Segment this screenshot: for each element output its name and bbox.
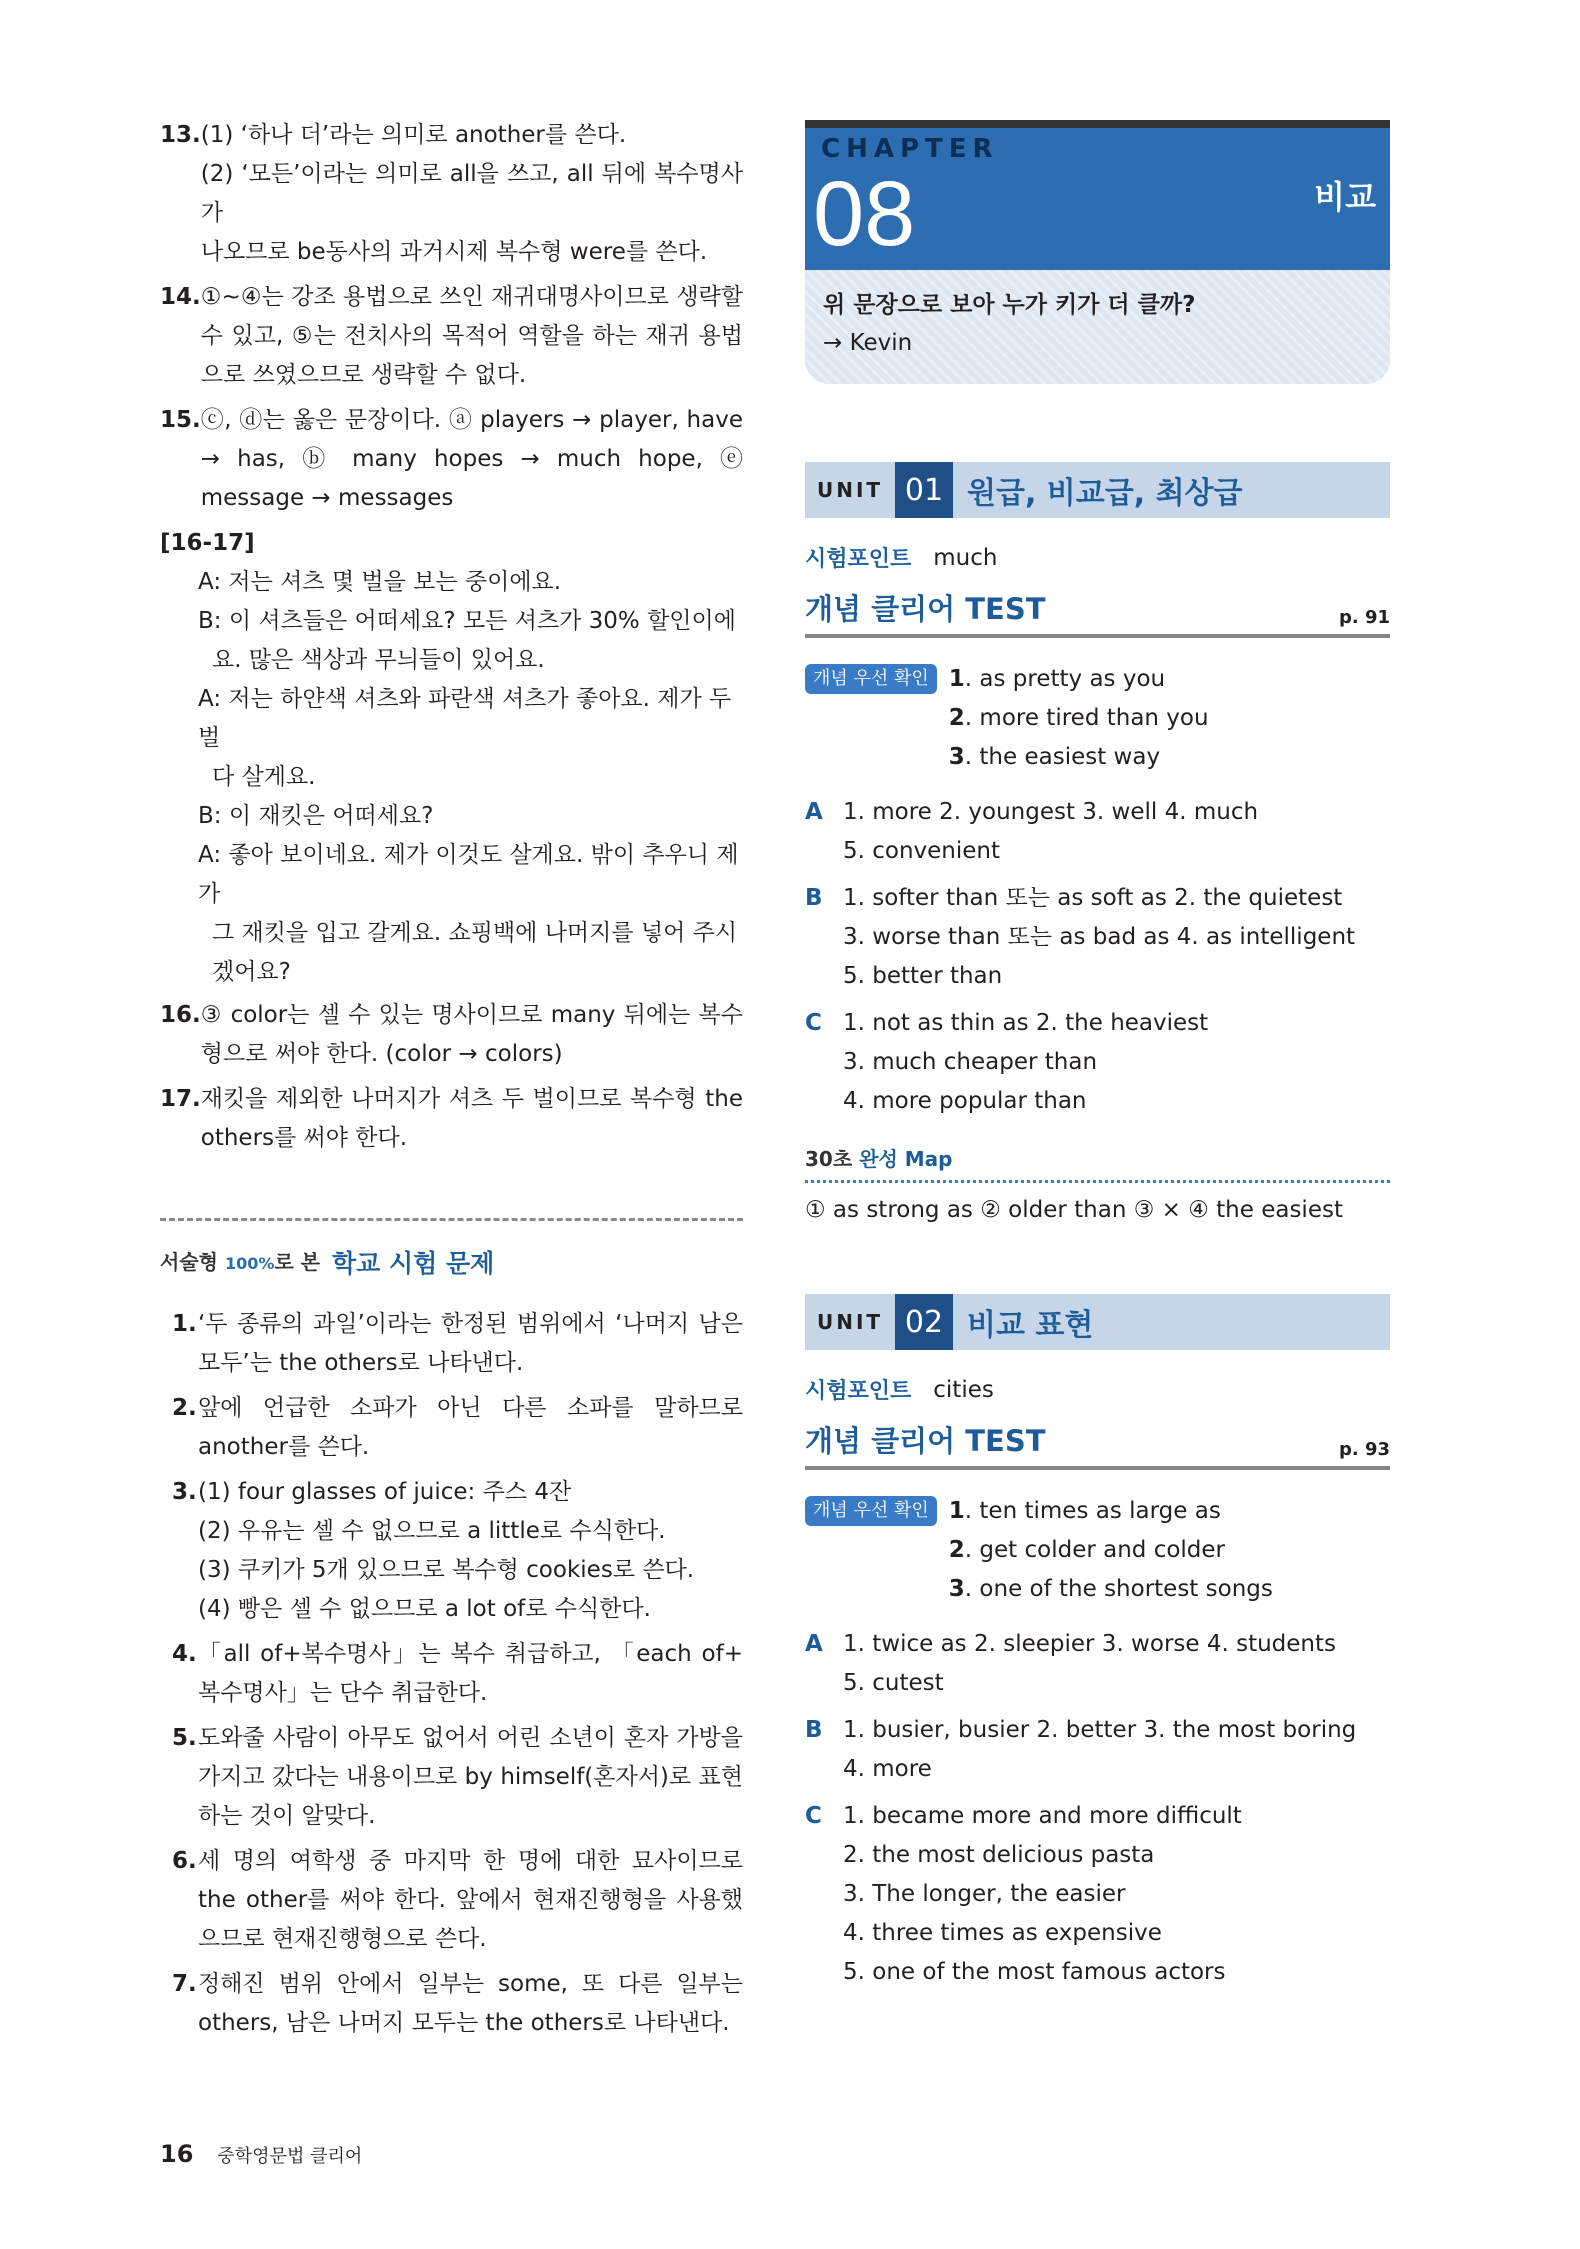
answer-group-b: B 1. softer than 또는 as soft as 2. the quietest 3. worse than 또는 as bad as 4. as intelligent 5. better than [805, 885, 1356, 989]
test-header: 개념 클리어 TEST p. 91 [805, 587, 1390, 638]
page-footer [160, 2140, 362, 2168]
map-header: 30초 완성 Map [805, 1147, 953, 1171]
answer-item: 15. ⓒ, ⓓ는 옳은 문장이다. ⓐ players → player, have → has, ⓑ many hopes → much hope, ⓔ message → messages [160, 407, 743, 511]
writing-logo: 서술형 100%로 본 [160, 1250, 320, 1274]
question-item: 6. 세 명의 여학생 중 마지막 한 명에 대한 묘사이므로 the other를 써야 한다. 앞에서 현재진행형을 사용했으므로 현재진행형으로 쓴다. [172, 1848, 743, 1952]
concept-check: 개념 우선 확인 1. as pretty as you 2. more tired than you 3. the easiest way [805, 660, 1390, 777]
dialog-translation: A: 저는 셔츠 몇 벌을 보는 중이에요. B: 이 셔츠들은 어떠세요? 모든 셔츠가 30% 할인이에 요. 많은 색상과 무늬들이 있어요. A: 저는 하얀색 셔츠와 파란색 셔츠가 좋아요. 제가 두 벌 다 살게요. B: 이 재킷은 어떠세요? A: 좋아 보이네요. 제가 이것도 살게요. 밖이 추우니 제가 그 재킷을 입고 갈게요. 쇼핑백에 나머지를 넣어 주시 겠어요? [198, 569, 739, 985]
exam-point: 시험포인트 much [805, 544, 998, 572]
unit-number: 02 [895, 1294, 953, 1350]
writing-section-title: 학교 시험 문제 [331, 1248, 495, 1278]
question-item: 5. 도와줄 사람이 아무도 없어서 어린 소년이 혼자 가방을 가지고 갔다는 내용이므로 by himself(혼자서)로 표현하는 것이 알맞다. [172, 1725, 743, 1829]
exam-point: 시험포인트 cities [805, 1376, 994, 1404]
unit-01-header: UNIT 01 원급, 비교급, 최상급 [805, 462, 1390, 518]
writing-section-header [160, 1243, 743, 1283]
right-column [805, 120, 1390, 1992]
check-badge: 개념 우선 확인 [805, 664, 937, 694]
left-column [160, 116, 743, 2049]
chapter-question: 위 문장으로 보아 누가 키가 더 클까? → Kevin [805, 270, 1390, 384]
answer-group-b: B 1. busier, busier 2. better 3. the most boring 4. more [805, 1717, 1357, 1782]
dialog-label: [16-17] [160, 530, 255, 556]
question-item: 1. ‘두 종류의 과일’이라는 한정된 범위에서 ‘나머지 남은 모두’는 the others로 나타낸다. [172, 1311, 743, 1376]
concept-check: 개념 우선 확인 1. ten times as large as 2. get colder and colder 3. one of the shortest songs [805, 1492, 1390, 1609]
unit-02-header: UNIT 02 비교 표현 [805, 1294, 1390, 1350]
answer-item: 13. (1) ‘하나 더’라는 의미로 another를 쓴다. (2) ‘모든’이라는 의미로 all을 쓰고, all 뒤에 복수명사가 나오므로 be동사의 과거시제 복수형 were를 쓴다. [160, 122, 743, 265]
question-item: 3. (1) four glasses of juice: 주스 4잔 (2) 우유는 셀 수 없으므로 a little로 수식한다. (3) 쿠키가 5개 있으므로 복수형 cookies로 쓴다. (4) 빵은 셀 수 없으므로 a lot of로 수식한다. [172, 1479, 695, 1622]
answer-item: 14. ①~④는 강조 용법으로 쓰인 재귀대명사이므로 생략할 수 있고, ⑤는 전치사의 목적어 역할을 하는 재귀 용법으로 쓰였으므로 생략할 수 없다. [160, 284, 743, 388]
unit-title: 비교 표현 [967, 1308, 1094, 1343]
answer-group-a: A 1. twice as 2. sleepier 3. worse 4. students 5. cutest [805, 1631, 1337, 1696]
question-item: 2. 앞에 언급한 소파가 아닌 다른 소파를 말하므로 another를 쓴다. [172, 1395, 743, 1460]
chapter-number: 08 [813, 163, 916, 265]
map-answers: ① as strong as ② older than ③ × ④ the easiest [805, 1180, 1390, 1230]
chapter-title: 비교 [1314, 178, 1376, 216]
answer-item: 17. 재킷을 제외한 나머지가 셔츠 두 벌이므로 복수형 the others를 써야 한다. [160, 1086, 743, 1151]
answer-group-a: A 1. more 2. youngest 3. well 4. much 5. convenient [805, 799, 1259, 864]
chapter-label: CHAPTER [821, 134, 999, 164]
answer-group-c: C 1. not as thin as 2. the heaviest 3. much cheaper than 4. more popular than [805, 1010, 1209, 1114]
answer-item: 16. ③ color는 셀 수 있는 명사이므로 many 뒤에는 복수형으로 써야 한다. (color → colors) [160, 1002, 743, 1067]
page-number: 16 [160, 2140, 194, 2168]
book-title: 중학영문법 클리어 [217, 2146, 363, 2167]
unit-number: 01 [895, 462, 953, 518]
unit-title: 원급, 비교급, 최상급 [967, 476, 1243, 511]
chapter-box [805, 120, 1390, 384]
chapter-header [805, 128, 1390, 270]
question-item: 4. 「all of+복수명사」는 복수 취급하고, 「each of+ 복수명사」는 단수 취급한다. [172, 1641, 743, 1706]
question-list [160, 1305, 743, 2043]
section-divider [160, 1218, 743, 1221]
answer-group-c: C 1. became more and more difficult 2. the most delicious pasta 3. The longer, the easier 4. three times as expensive 5. one of the most famous actors [805, 1803, 1242, 1985]
check-badge: 개념 우선 확인 [805, 1496, 937, 1526]
question-item: 7. 정해진 범위 안에서 일부는 some, 또 다른 일부는 others, 남은 나머지 모두는 the others로 나타낸다. [172, 1971, 743, 2036]
test-header: 개념 클리어 TEST p. 93 [805, 1419, 1390, 1470]
